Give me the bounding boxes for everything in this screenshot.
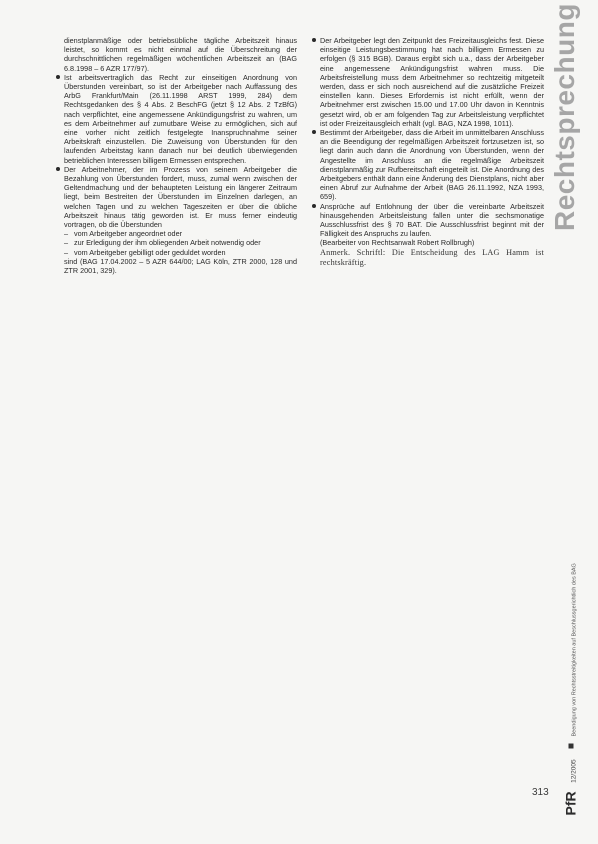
dash-item: – vom Arbeitgeber gebilligt oder geduldet worden	[64, 247, 226, 257]
square-icon	[569, 744, 574, 749]
bullet-item: Ist arbeitsvertraglich das Recht zur einseitigen Anordnung von Überstunden vereinbart, so ist der Arbeitgeber nach Auffassung des ArbG Frankfurt/Main (26.11.1998 ARST 1999, 284) dem Rechtsgedanken des § 4 Abs. 2 BeschFG (jetzt § 12 Abs. 2 TzBfG) nach verpflichtet, eine angemessene Ankündigungsfrist zu wahren, um es dem Arbeitnehmer auf zumutbare Weise zu ermöglichen, sich auf eine vorher nicht zeitlich festgelegte Inanspruchnahme seiner Arbeitskraft einzustellen. Die Zuweisung von Überstunden für den laufenden Arbeitstag kann danach nur bei deutlich überwiegenden betrieblichen Interessen billigem Ermessen entsprechen.	[64, 73, 297, 165]
vertical-footer	[563, 510, 593, 815]
dash-item: – zur Erledigung der ihm obliegenden Arbeit notwendig oder	[64, 238, 261, 248]
section-title: Rechtsprechung	[549, 3, 580, 231]
bullet-icon	[312, 130, 316, 134]
running-footer-text: Beendigung von Rechtsstreitigkeiten auf Beschlussgerichtlich des BAG	[571, 563, 578, 737]
bullet-icon	[312, 38, 316, 42]
dash-icon: –	[64, 247, 69, 257]
page-number: 313	[532, 787, 549, 798]
journal-logo: PfR	[562, 791, 579, 816]
bullet-item: Der Arbeitnehmer, der im Prozess von seinem Arbeitgeber die Bezahlung von Überstunden fordert, muss, zumal wenn zwischen der Geltendmachung und der behaupteten Leistung ein längerer Zeitraum liegt, beim Bestreiten der Überstunden im Einzelnen darlegen, an welchen Tagen und zu welchen Tageszeiten er über die übliche Arbeitszeit hinaus tätig geworden ist. Er muss ferner eindeutig vortragen, ob die Überstunden	[64, 165, 297, 229]
dash-icon: –	[64, 229, 69, 239]
bullet-icon	[56, 167, 60, 171]
editor-note: Anmerk. Schriftl: Die Entscheidung des LAG Hamm ist rechtskräftig.	[320, 247, 544, 267]
author-credit: (Bearbeiter von Rechtsanwalt Robert Rollbrugh)	[320, 238, 475, 248]
bullet-icon	[56, 75, 60, 79]
section-rail	[544, 3, 590, 251]
left-column	[64, 36, 297, 275]
paragraph: sind (BAG 17.04.2002 – 5 AZR 644/00; LAG Köln, ZTR 2000, 128 und ZTR 2001, 329).	[64, 256, 297, 276]
dash-icon: –	[64, 238, 69, 248]
dash-item: – vom Arbeitgeber angeordnet oder	[64, 229, 183, 239]
right-column	[320, 36, 544, 268]
issue-label: 12/2005	[570, 759, 578, 783]
bullet-icon	[312, 204, 316, 208]
bullet-item: Der Arbeitgeber legt den Zeitpunkt des Freizeitausgleichs fest. Diese einseitige Leistungsbestimmung hat nach billigem Ermessen zu erfolgen (§ 315 BGB). Daraus ergibt sich u.a., dass der Arbeitgeber eine angemessene Ankündigungsfrist wahren muss. Die Arbeitsfreistellung muss dem Arbeitnehmer so rechtzeitig mitgeteilt werden, dass er sich noch ausreichend auf die zusätzliche Freizeit einstellen kann. Dieses Erfordernis ist nicht erfüllt, wenn der Arbeitnehmer erst zwischen 15.00 und 17.00 Uhr davon in Kenntnis gesetzt wird, ob er am folgenden Tag zur Arbeitsleistung verpflichtet ist oder Freizeitausgleich erhält (vgl. BAG, NZA 1998, 1011).	[320, 36, 544, 128]
bullet-item: Bestimmt der Arbeitgeber, dass die Arbeit im unmittelbaren Anschluss an die Beendigung der regelmäßigen Arbeitszeit fortzusetzen ist, so liegt darin auch dann die Anordnung von Überstunden, wenn der Angestellte im Anschluss an die regelmäßige Arbeitszeit dienstplanmäßig zur Rufbereitschaft eingeteilt ist. Die Anordnung des Arbeitgebers enthält dann eine Änderung des Dienstplans, nicht aber einen Abruf zur Aufnahme der Arbeit (BAG 26.11.1992, NZA 1993, 659).	[320, 128, 544, 202]
paragraph: dienstplanmäßige oder betriebsübliche tägliche Arbeitszeit hinaus leistet, so kommt es nicht einmal auf die Überschreitung der durchschnittlichen regelmäßigen wöchentlichen Arbeitszeit an (BAG 6.8.1998 – 6 AZR 177/97).	[64, 36, 297, 73]
bullet-item: Ansprüche auf Entlohnung der über die vereinbarte Arbeitszeit hinausgehenden Arbeitsleistung fallen unter die sechsmonatige Ausschlussfrist des § 70 BAT. Die Ausschlussfrist beginnt mit der Fälligkeit des Anspruchs zu laufen.	[320, 202, 544, 239]
